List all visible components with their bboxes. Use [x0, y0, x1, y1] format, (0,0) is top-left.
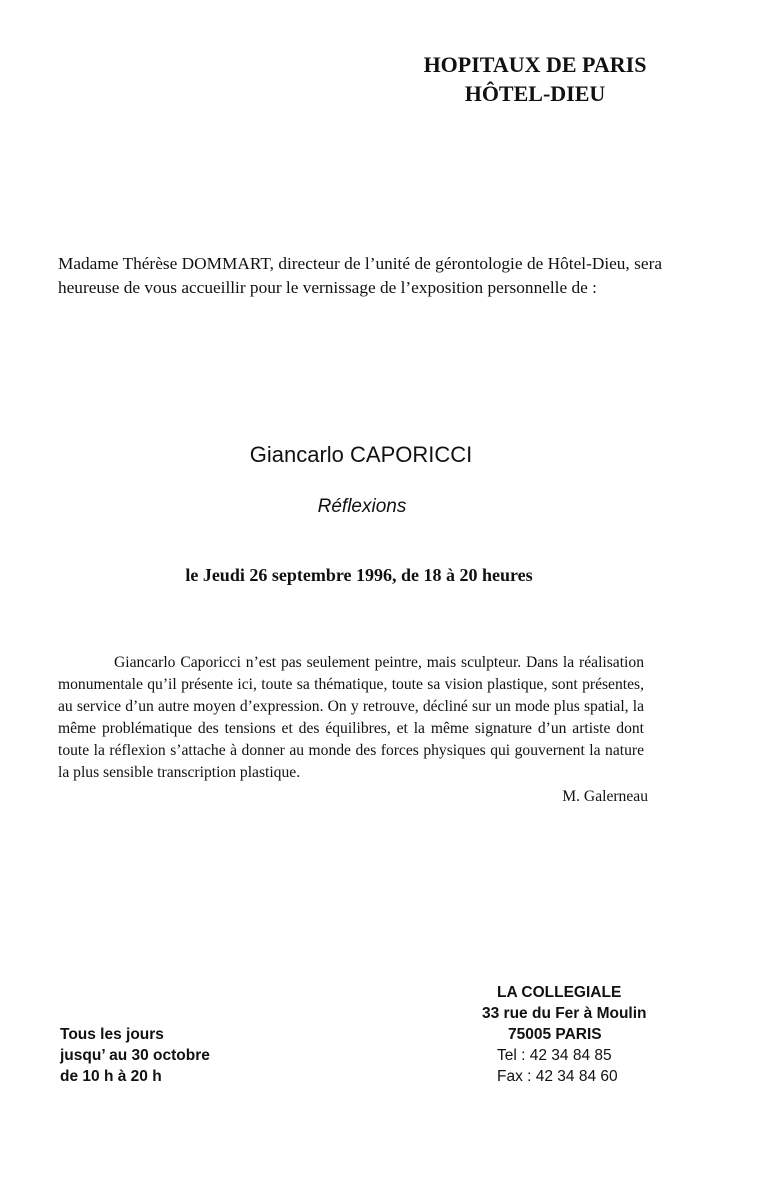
- venue-city: 75005 PARIS: [508, 1026, 602, 1043]
- artist-name: Giancarlo CAPORICCI: [249, 442, 473, 467]
- venue-address: [470, 982, 680, 1087]
- venue-phone: Tel : 42 34 84 85: [497, 1047, 612, 1064]
- venue-name: LA COLLEGIALE: [497, 984, 622, 1001]
- venue-street: 33 rue du Fer à Moulin: [482, 1005, 647, 1022]
- opening-hours: [60, 1024, 300, 1087]
- description-author: M. Galerneau: [562, 788, 648, 805]
- hours-line-until: jusqu’ au 30 octobre: [60, 1047, 210, 1064]
- letterhead-org: HOPITAUX DE PARIS: [423, 52, 647, 77]
- opening-date: le Jeudi 26 septembre 1996, de 18 à 20 heures: [185, 565, 533, 585]
- exhibition-title: Réflexions: [317, 496, 407, 517]
- invitation-intro: Madame Thérèse DOMMART, directeur de l’unité de gérontologie de Hôtel-Dieu, sera heureuse de vous accueillir pour le vernissage de l’exposition personnelle de :: [58, 254, 662, 297]
- letterhead: [380, 50, 690, 108]
- hours-line-time: de 10 h à 20 h: [60, 1068, 162, 1085]
- venue-fax: Fax : 42 34 84 60: [497, 1068, 618, 1085]
- letterhead-hospital: HÔTEL-DIEU: [464, 81, 606, 106]
- hours-line-days: Tous les jours: [60, 1026, 164, 1043]
- artist-description: Giancarlo Caporicci n’est pas seulement peintre, mais sculpteur. Dans la réalisation monumentale qu’il présente ici, toute sa thématique, toute sa vision plastique, sont présentes, au service d’un autre moyen d’expression. On y retrouve, décliné sur un mode plus spatial, la même problématique des tensions et des équilibres, et la même signature d’un artiste dont toute la réflexion s’attache à donner au monde des forces physiques qui gouvernent la nature la plus sensible transcription plastique.: [58, 654, 644, 781]
